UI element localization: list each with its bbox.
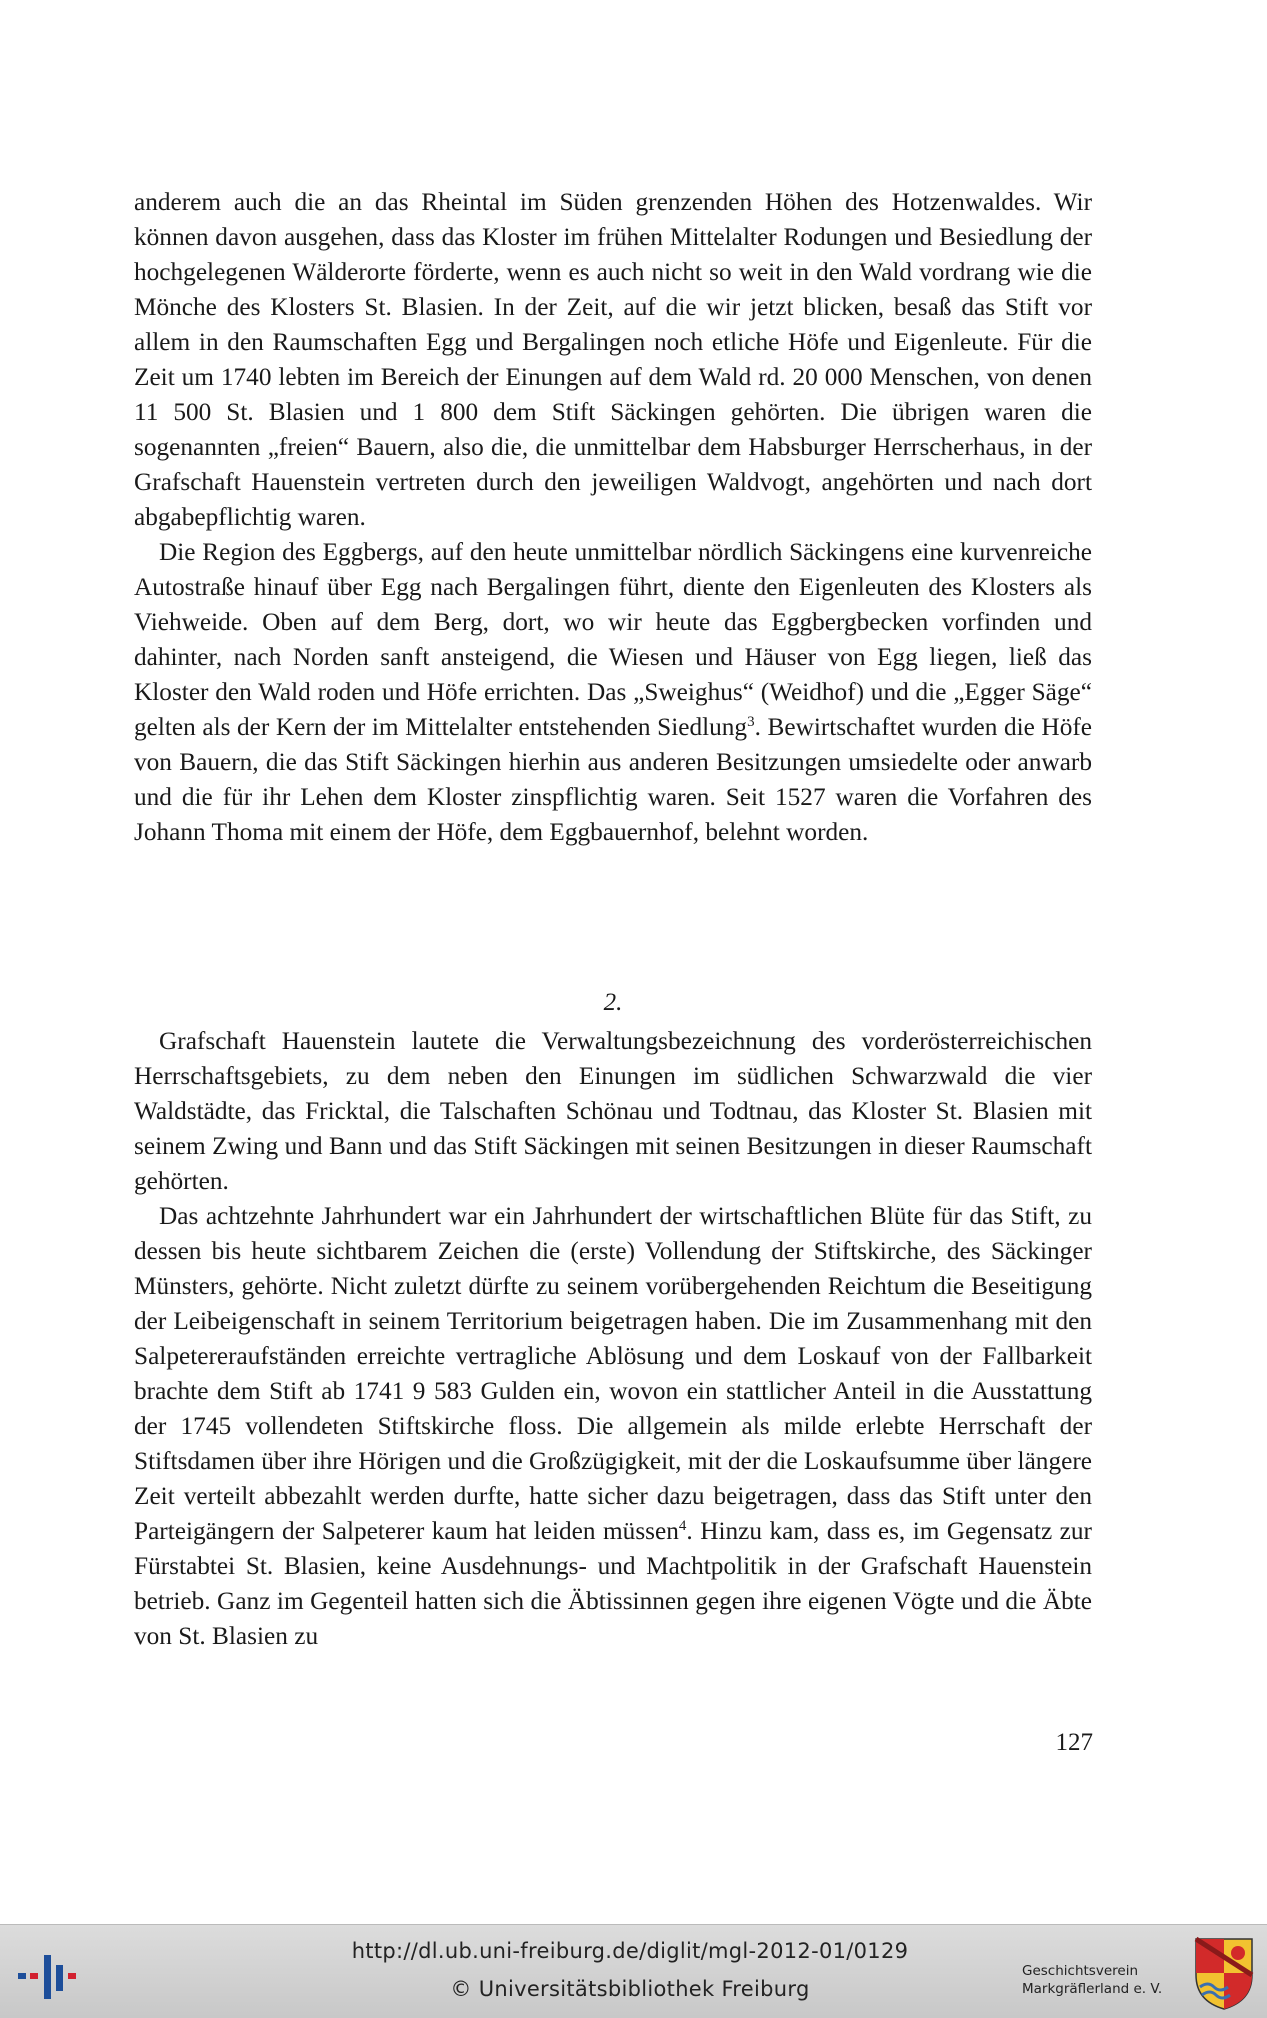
society-name-line1: Geschichtsverein (1022, 1963, 1138, 1979)
source-url-link[interactable]: http://dl.ub.uni-freiburg.de/diglit/mgl-2012-01/0129 (351, 1939, 909, 1963)
coat-of-arms-icon[interactable] (1192, 1935, 1256, 2011)
paragraph-text: . Bewirtschaftet wurden die Höfe von Bauern, die das Stift Säckingen hierhin aus anderen Besitzungen umsiedelte oder anwarb und die für ihr Lehen dem Kloster zinspflichtig waren. Seit 1527 waren die Vorfahren des Johann Thoma mit einem der Höfe, dem Eggbauernhof, belehnt worden. (134, 713, 1093, 846)
paragraph-text: Das achtzehnte Jahrhundert war ein Jahrhundert der wirtschaftlichen Blüte für das Stift, zu dessen bis heute sichtbarem Zeichen die (erste) Vollendung der Stiftskirche, des Säckinger Münsters, gehörte. Nicht zuletzt dürfte zu seinem vorübergehenden Reichtum die Beseitigung der Leibeigenschaft in seinem Territorium beigetragen haben. Die im Zusammenhang mit den Salpetereraufständen erreichte vertragliche Ablösung und dem Loskauf von der Fallbarkeit brachte dem Stift ab 1741 9 583 Gulden ein, wovon ein stattlicher Anteil in die Ausstattung der 1745 vollendeten Stiftskirche floss. Die allgemein als milde erlebte Herrschaft der Stiftsdamen über ihre Hörigen und die Großzügigkeit, mit der die Loskaufsumme über längere Zeit verteilt abbezahlt werden durfte, hatte sicher dazu beigetragen, dass das Stift unter den Parteigängern der Salpeterer kaum hat leiden müssen (134, 1202, 1092, 1545)
footnote-marker[interactable]: 3 (747, 714, 755, 730)
section-number: 2. (603, 989, 623, 1016)
page-number: 127 (1055, 1729, 1093, 1756)
paragraph (134, 1199, 1092, 1654)
footnote-marker[interactable]: 4 (678, 1518, 687, 1534)
paragraph-text: . Hinzu kam, dass es, im Gegensatz zur Fürstabtei St. Blasien, keine Ausdehnungs- und Machtpolitik in der Grafschaft Hauenstein betrieb. Ganz im Gegenteil hatten sich die Äbtissinnen gegen ihre eigenen Vögte und die Äbte von St. Blasien zu (134, 1517, 1092, 1650)
copyright-text: © Universitätsbibliothek Freiburg (450, 1977, 810, 2001)
ub-freiburg-logo-icon[interactable] (18, 1949, 82, 2001)
text-block-section-2 (134, 1024, 1092, 1654)
text-block-top (134, 185, 1092, 850)
footer-bar (0, 1924, 1267, 2018)
paragraph: Grafschaft Hauenstein lautete die Verwaltungsbezeichnung des vorderösterreichischen Herrschaftsgebiets, zu dem neben den Einungen im südlichen Schwarzwald die vier Waldstädte, das Fricktal, die Talschaften Schönau und Todtnau, das Kloster St. Blasien mit seinem Zwing und Bann und das Stift Säckingen mit seinen Besitzungen in dieser Raumschaft gehörten. (134, 1027, 1092, 1195)
paragraph (134, 535, 1092, 850)
paragraph: anderem auch die an das Rheintal im Süden grenzenden Höhen des Hotzenwaldes. Wir können davon ausgehen, dass das Kloster im frühen Mittelalter Rodungen und Besiedlung der hochgelegenen Wälderorte förderte, wenn es auch nicht so weit in den Wald vordrang wie die Mönche des Klosters St. Blasien. In der Zeit, auf die wir jetzt blicken, besaß das Stift vor allem in den Raumschaften Egg und Bergalingen noch etliche Höfe und Eigenleute. Für die Zeit um 1740 lebten im Bereich der Einungen auf dem Wald rd. 20 000 Menschen, von denen 11 500 St. Blasien und 1 800 dem Stift Säckingen gehörten. Die übrigen waren die sogenannten „freien“ Bauern, also die, die unmittelbar dem Habsburger Herrscherhaus, in der Grafschaft Hauenstein vertreten durch den jeweiligen Waldvogt, angehörten und nach dort abgabepflichtig waren. (134, 188, 1092, 531)
society-name-line2: Markgräflerland e. V. (1022, 1981, 1163, 1997)
society-name (1022, 1962, 1192, 1998)
paragraph-text: Die Region des Eggbergs, auf den heute unmittelbar nördlich Säckingens eine kurvenreiche Autostraße hinauf über Egg nach Bergalingen führt, diente den Eigenleuten des Klosters als Viehweide. Oben auf dem Berg, dort, wo wir heute das Eggbergbecken vorfinden und dahinter, nach Norden sanft ansteigend, die Wiesen und Häuser von Egg liegen, ließ das Kloster den Wald roden und Höfe errichten. Das „Sweighus“ (Weidhof) und die „Egger Säge“ gelten als der Kern der im Mittelalter entstehenden Siedlung (134, 538, 1092, 741)
